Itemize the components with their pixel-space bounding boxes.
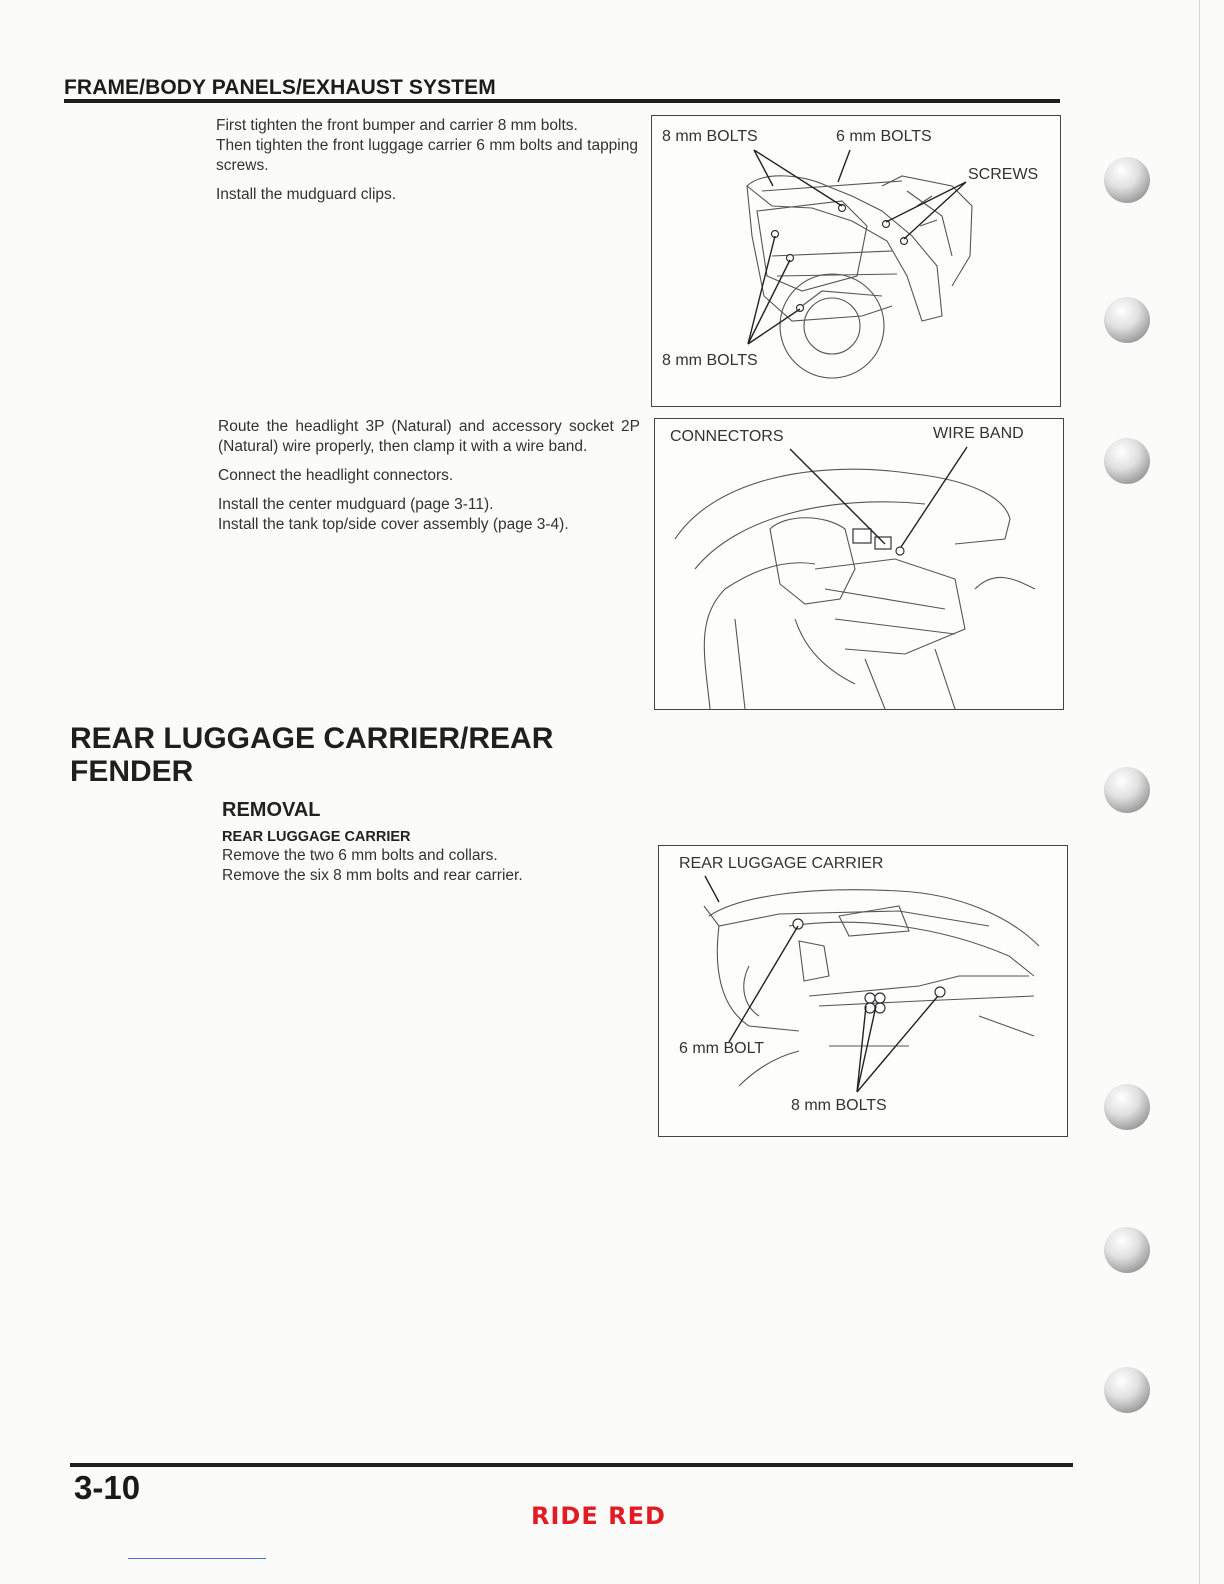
- instruction-paragraph: Install the mudguard clips.: [216, 186, 397, 203]
- section-tab-dot: [1104, 767, 1150, 813]
- bottom-link-underline: [128, 1558, 266, 1559]
- header-rule: [64, 99, 1060, 103]
- label-wire-band: WIRE BAND: [933, 425, 1024, 442]
- label-8mm-bolts-bottom: 8 mm BOLTS: [662, 352, 758, 369]
- label-8mm-bolts: 8 mm BOLTS: [791, 1097, 887, 1114]
- instructions-wiring: [218, 417, 640, 544]
- instruction-paragraph: Install the center mudguard (page 3-11).: [218, 496, 494, 513]
- label-connectors: CONNECTORS: [670, 428, 784, 445]
- section-header-title: FRAME/BODY PANELS/EXHAUST SYSTEM: [64, 76, 496, 99]
- instruction-paragraph: Then tighten the front luggage carrier 6 mm bolts and tapping screws.: [216, 137, 638, 174]
- label-screws: SCREWS: [968, 166, 1039, 183]
- section-tab-dot: [1104, 438, 1150, 484]
- section-title-rear-luggage-carrier: REAR LUGGAGE CARRIER/REAR FENDER: [70, 722, 554, 788]
- label-6mm-bolt: 6 mm BOLT: [679, 1040, 765, 1057]
- instructions-removal: [222, 846, 622, 895]
- headlight-wiring-illustration: [655, 419, 1063, 709]
- instruction-paragraph: Remove the six 8 mm bolts and rear carrier.: [222, 867, 523, 884]
- instruction-paragraph: Connect the headlight connectors.: [218, 467, 454, 484]
- label-8mm-bolts-top: 8 mm BOLTS: [662, 128, 758, 145]
- label-6mm-bolts: 6 mm BOLTS: [836, 128, 932, 145]
- page-edge-line: [1199, 0, 1200, 1584]
- section-tab-dot: [1104, 157, 1150, 203]
- section-tab-dot: [1104, 297, 1150, 343]
- instruction-paragraph: First tighten the front bumper and carrier 8 mm bolts.: [216, 117, 578, 134]
- subsection-title-removal: REMOVAL: [222, 799, 321, 821]
- rear-carrier-illustration: [659, 846, 1067, 1136]
- label-rear-luggage-carrier: REAR LUGGAGE CARRIER: [679, 855, 884, 872]
- section-tab-dot: [1104, 1084, 1150, 1130]
- section-tab-dot: [1104, 1367, 1150, 1413]
- section-tab-dot: [1104, 1227, 1150, 1273]
- subsubsection-title-rear-luggage-carrier: REAR LUGGAGE CARRIER: [222, 829, 411, 845]
- watermark-logo: RIDE RED: [531, 1502, 666, 1530]
- instruction-paragraph: Remove the two 6 mm bolts and collars.: [222, 847, 498, 864]
- footer-rule: [70, 1463, 1073, 1467]
- figure-front-carrier-bolts: [651, 115, 1061, 407]
- instruction-paragraph: Install the tank top/side cover assembly (page 3-4).: [218, 516, 569, 533]
- figure-headlight-connectors: [654, 418, 1064, 710]
- instructions-front-carrier: [216, 116, 638, 214]
- figure-rear-luggage-carrier: [658, 845, 1068, 1137]
- instruction-paragraph: Route the headlight 3P (Natural) and accessory socket 2P (Natural) wire properly, then clamp it with a wire band.: [218, 418, 640, 455]
- page-number: 3-10: [74, 1469, 141, 1506]
